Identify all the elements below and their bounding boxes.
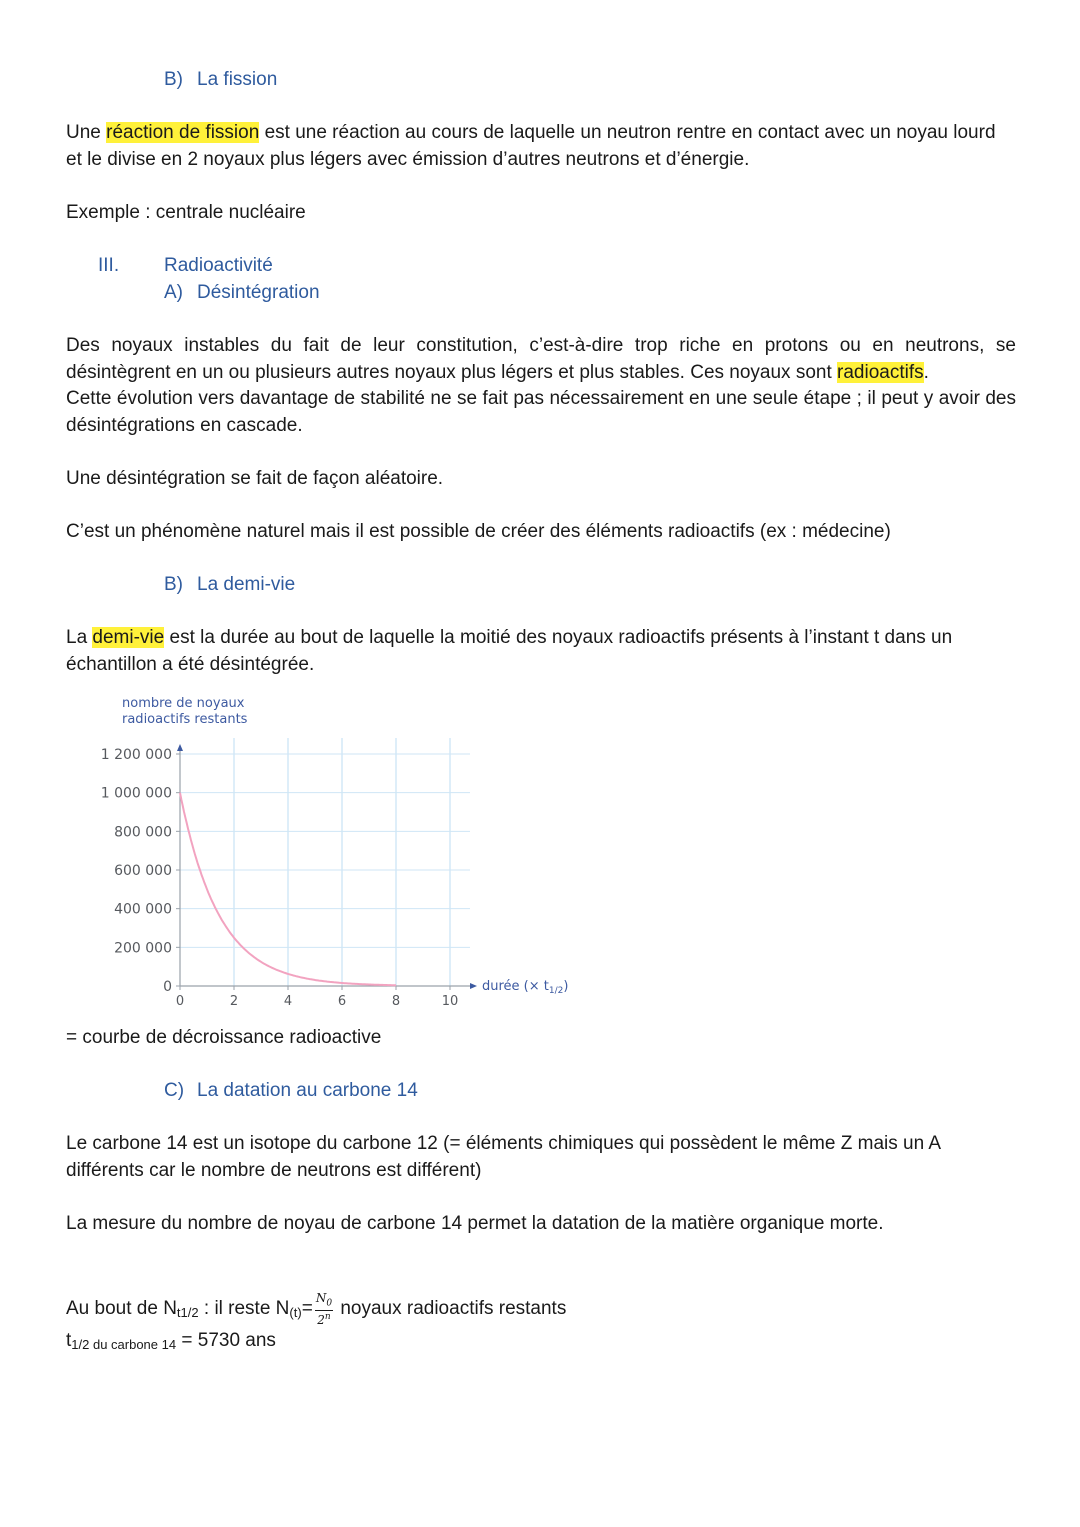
- highlight-term: radioactifs: [837, 361, 924, 383]
- section-heading-carbone14: [164, 1078, 418, 1104]
- mesure-paragraph: La mesure du nombre de noyau de carbone 14 permet la datation de la matière organique morte.: [66, 1213, 884, 1234]
- x-tick-label: 8: [391, 994, 401, 1009]
- x-tick-label: 0: [175, 994, 185, 1009]
- formula-fraction: $\frac{N_0}{2^n}$: [315, 1291, 333, 1327]
- section-number: C): [164, 1080, 185, 1101]
- natural-text: C’est un phénomène naturel mais il est possible de créer des éléments radioactifs (ex : médecine): [66, 521, 891, 542]
- section-title: La datation au carbone 14: [197, 1080, 418, 1101]
- y-tick-label: 0: [163, 979, 172, 995]
- decay-chart: [90, 690, 570, 1020]
- highlight-term: demi-vie: [92, 627, 165, 648]
- decay-chart-svg: [90, 690, 570, 1020]
- section-number: B): [164, 69, 183, 90]
- y-axis-arrow: [177, 744, 183, 751]
- x-axis-label: durée (× $t_{1/2}$): [482, 979, 569, 996]
- c14-paragraph: Le carbone 14 est un isotope du carbone 12 (= éléments chimiques qui possèdent le même Z mais un A différents car le nombre de neutrons est différent): [66, 1133, 940, 1181]
- halflife-paragraph: La demi-vie est la durée au bout de laquelle la moitié des noyaux radioactifs présents à l’instant t dans un échantillon a été désintégrée.: [66, 627, 953, 675]
- curve-caption: = courbe de décroissance radioactive: [66, 1027, 382, 1048]
- section-number: B): [164, 574, 183, 595]
- y-axis-label-line2: radioactifs restants: [122, 712, 248, 727]
- fission-example: Exemple : centrale nucléaire: [66, 202, 306, 223]
- desintegration-paragraph: Des noyaux instables du fait de leur constitution, c’est-à-dire trop riche en protons ou en neutrons, se désintègrent en un ou plusieurs autres noyaux plus légers et plus stables. Ces noyaux sont radioactifs. Cette évolution vers davantage de stabilité ne se fait pas nécessairement en une seule étape ; il peut y avoir des désintégrations en cascade.: [66, 335, 1016, 436]
- x-tick-label: 2: [229, 994, 239, 1009]
- section-title: La fission: [197, 69, 278, 90]
- highlight-term: réaction de fission: [106, 122, 260, 143]
- section-heading-fission: [164, 67, 277, 93]
- section-heading-desintegration: [164, 280, 320, 306]
- y-tick-label: 400 000: [114, 901, 172, 918]
- section-title: Radioactivité: [164, 255, 273, 276]
- y-tick-label: 800 000: [114, 824, 172, 841]
- section-heading-radioactivite: [98, 253, 273, 279]
- section-heading-demi-vie: [164, 572, 295, 598]
- section-title: La demi-vie: [197, 574, 296, 595]
- x-tick-label: 10: [441, 994, 459, 1009]
- section-number: A): [164, 282, 183, 303]
- x-axis-arrow: [470, 983, 477, 989]
- y-tick-label: 600 000: [114, 863, 172, 879]
- y-axis-label-line1: nombre de noyaux: [122, 696, 245, 711]
- section-title: Désintégration: [197, 282, 320, 303]
- y-tick-label: 1 000 000: [100, 785, 172, 802]
- x-tick-label: 4: [283, 994, 293, 1009]
- formula-line: Au bout de $N_{t1/2}$ : il reste $N_{(t)}=$ $\frac{N_0}{2^n}$ noyaux radioactifs restants: [66, 1291, 567, 1327]
- x-tick-label: 6: [337, 994, 347, 1009]
- y-tick-label: 1 200 000: [100, 747, 172, 763]
- halflife-c14: $t_{1/2 du carbone 14} = 5730$ ans: [66, 1330, 276, 1352]
- fission-paragraph: Une réaction de fission est une réaction au cours de laquelle un neutron rentre en contact avec un noyau lourd et le divise en 2 noyaux plus légers avec émission d’autres neutrons et d’énergie.: [66, 122, 996, 170]
- section-number: III.: [98, 255, 120, 276]
- random-text: Une désintégration se fait de façon aléatoire.: [66, 468, 444, 489]
- y-tick-label: 200 000: [114, 940, 172, 957]
